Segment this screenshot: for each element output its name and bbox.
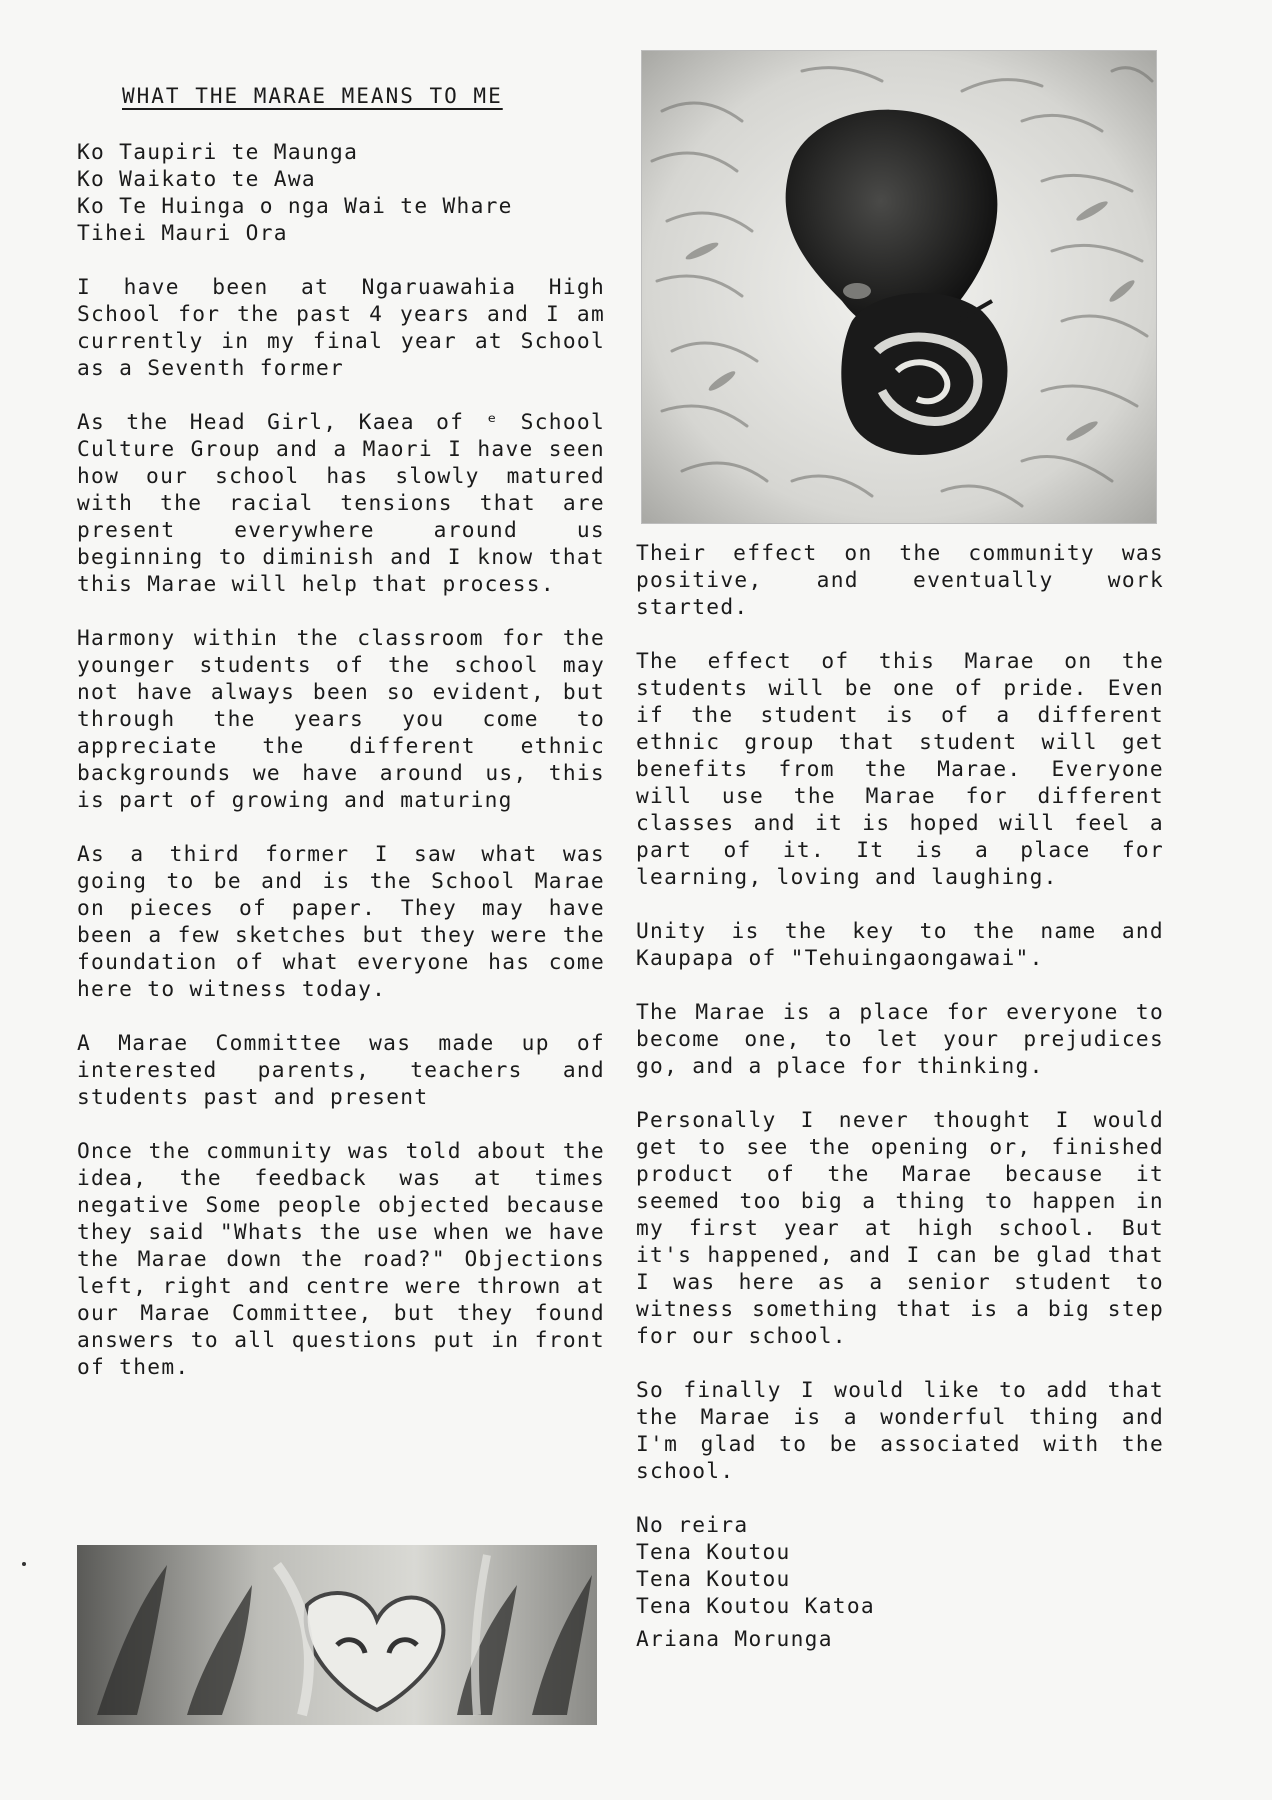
greeting-line: Tihei Mauri Ora	[77, 220, 288, 245]
carving-image	[641, 50, 1157, 524]
paragraph: The effect of this Marae on the students will be one of pride. Even if the student is of a different ethnic group that student will get benefits from the Marae. Everyone will use the Marae for different classes and it is hoped will feel a part of it. It is a place for learning, loving and laughing.	[636, 648, 1164, 889]
scan-speck	[22, 1562, 26, 1566]
right-column	[636, 539, 1164, 1679]
closing-block	[636, 1511, 1164, 1652]
left-column	[77, 138, 605, 1407]
carving-strip-image	[77, 1545, 597, 1725]
closing-line: No reira	[636, 1512, 749, 1537]
paragraph: As the Head Girl, Kaea of ᵉ School Culture Group and a Maori I have seen how our school has slowly matured with the racial tensions that are present everywhere around us beginning to diminish and I know that this Marae will help that process.	[77, 409, 605, 596]
greeting-line: Ko Taupiri te Maunga	[77, 139, 359, 164]
closing-line: Tena Koutou	[636, 1539, 791, 1564]
carving-illustration	[642, 51, 1156, 523]
greeting-line: Ko Te Huinga o nga Wai te Whare	[77, 193, 513, 218]
paragraph: I have been at Ngaruawahia High School for the past 4 years and I am currently in my final year at School as a Seventh former	[77, 274, 605, 380]
paragraph: Once the community was told about the idea, the feedback was at times negative Some people objected because they said "Whats the use when we have the Marae down the road?" Objections left, right and centre were thrown at our Marae Committee, but they found answers to all questions put in front of them.	[77, 1138, 605, 1379]
paragraph: As a third former I saw what was going to be and is the School Marae on pieces of paper. They may have been a few sketches but they were the foundation of what everyone has come here to witness today.	[77, 841, 605, 1001]
closing-line: Tena Koutou	[636, 1566, 791, 1591]
paragraph: Unity is the key to the name and Kaupapa of "Tehuingaongawai".	[636, 918, 1164, 970]
closing-line: Tena Koutou Katoa	[636, 1593, 875, 1618]
signature: Ariana Morunga	[636, 1626, 833, 1651]
carving-strip-illustration	[77, 1545, 597, 1725]
greeting-block	[77, 138, 605, 246]
greeting-line: Ko Waikato te Awa	[77, 166, 316, 191]
paragraph: So finally I would like to add that the Marae is a wonderful thing and I'm glad to be associated with the school.	[636, 1377, 1164, 1483]
paragraph: The Marae is a place for everyone to become one, to let your prejudices go, and a place for thinking.	[636, 999, 1164, 1078]
article-title: WHAT THE MARAE MEANS TO ME	[122, 84, 503, 108]
paragraph: Harmony within the classroom for the younger students of the school may not have always been so evident, but through the years you come to appreciate the different ethnic backgrounds we have around us, this is part of growing and maturing	[77, 625, 605, 812]
paragraph: Their effect on the community was positive, and eventually work started.	[636, 540, 1164, 619]
paragraph: A Marae Committee was made up of interested parents, teachers and students past and present	[77, 1030, 605, 1109]
paragraph: Personally I never thought I would get to see the opening or, finished product of the Marae because it seemed too big a thing to happen in my first year at high school. But it's happened, and I can be glad that I was here as a senior student to witness something that is a big step for our school.	[636, 1107, 1164, 1348]
